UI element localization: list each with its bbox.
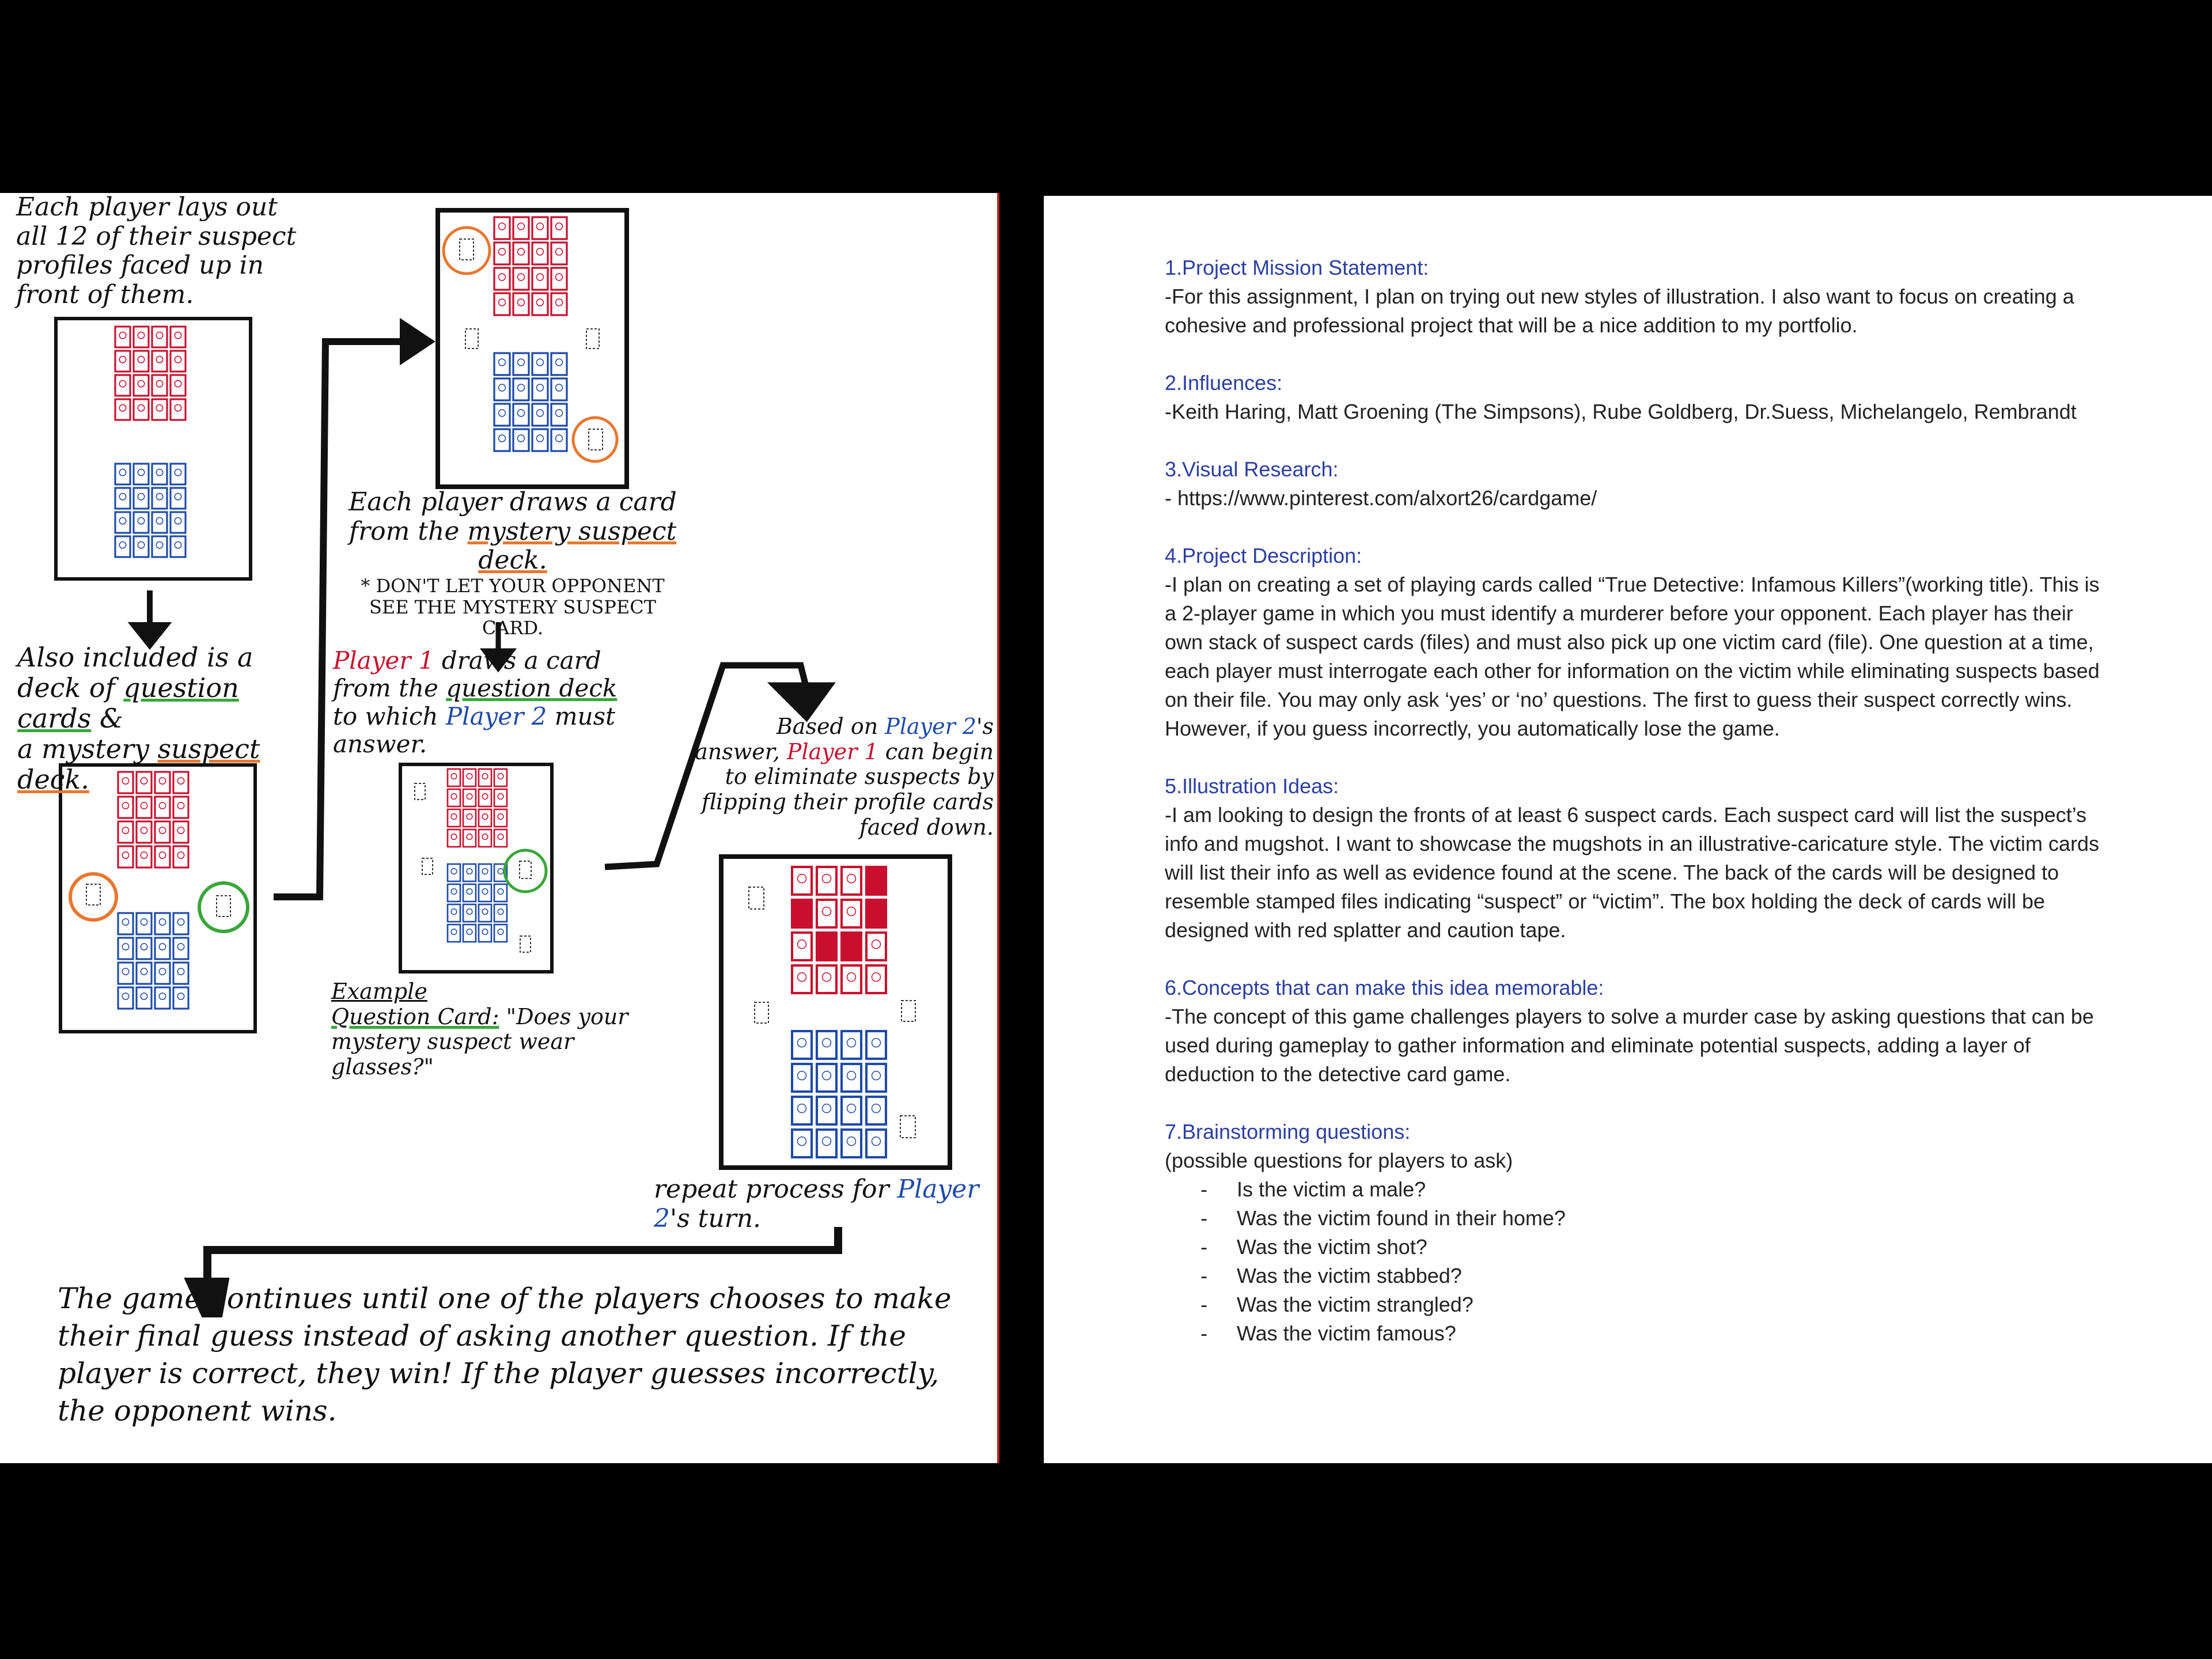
suspect-card-red: [551, 268, 567, 290]
suspect-card-red: [513, 243, 529, 264]
step-draw-line1: Each player draws a card: [349, 487, 677, 517]
suspect-card-blue: [792, 1097, 812, 1124]
suspect-card-blue: [513, 353, 529, 375]
board-question-draw: [400, 764, 552, 972]
suspect-card-blue: [792, 1130, 812, 1157]
section-description: [1165, 541, 2109, 743]
step-decks-text: Also included is a deck of question cards & a mystery suspect deck.: [17, 642, 260, 795]
suspect-card-blue: [513, 429, 529, 451]
suspect-card-red: [817, 900, 836, 927]
suspect-card-red: [137, 846, 151, 868]
opponent-warning: * DON'T LET YOUR OPPONENT SEE THE MYSTERY SUSPECT CARD.: [361, 574, 665, 639]
suspect-card-red: [115, 351, 130, 372]
suspect-card-blue: [448, 925, 460, 942]
suspect-card-red: [155, 821, 170, 843]
repeat-text: repeat process for Player 2's turn.: [654, 1175, 979, 1233]
suspect-card-red: [532, 217, 548, 239]
list-item: - Was the victim famous?: [1165, 1319, 2109, 1348]
suspect-card-blue: [494, 353, 510, 375]
suspect-card-red: [494, 789, 507, 806]
suspect-card-blue: [134, 464, 149, 484]
section-illustration-ideas: [1165, 772, 2109, 945]
suspect-card-red: [866, 965, 886, 993]
player1-label: Player 1: [333, 646, 434, 675]
suspect-card-blue: [494, 404, 510, 426]
suspect-card-red: [479, 809, 491, 827]
suspect-card-red: [842, 900, 861, 927]
example-question-text: "Does your mystery suspect wear glasses?": [331, 1003, 628, 1080]
section-heading: 6.Concepts that can make this idea memorable:: [1165, 976, 1604, 999]
suspect-card-blue: [463, 864, 476, 881]
suspect-card-blue: [817, 1097, 836, 1124]
mystery-card: [589, 429, 603, 450]
suspect-card-blue: [842, 1064, 861, 1092]
suspect-card-blue: [792, 1064, 812, 1092]
suspect-card-blue: [532, 378, 548, 400]
section-brainstorming: [1165, 1118, 2109, 1348]
suspect-card-red: [171, 327, 185, 347]
suspect-card-red: [118, 797, 133, 818]
deck-card: [749, 887, 764, 909]
suspect-card-red: [463, 789, 476, 806]
suspect-card-red: [448, 830, 460, 847]
deck-card: [900, 1116, 915, 1138]
suspect-card-red: [152, 375, 167, 396]
suspect-card-blue: [494, 925, 507, 942]
suspect-card-blue: [792, 1031, 812, 1059]
suspect-card-red: [792, 867, 812, 895]
suspect-card-blue: [137, 913, 151, 934]
suspect-card-red: [551, 217, 567, 239]
board-mystery-draw: [438, 210, 627, 487]
suspect-card-red: [532, 268, 548, 290]
suspect-card-red: [134, 375, 149, 396]
suspect-card-blue: [173, 963, 188, 984]
suspect-card-blue: [134, 512, 149, 533]
suspect-card-blue: [817, 1130, 836, 1157]
section-heading: 1.Project Mission Statement:: [1165, 256, 1429, 279]
question-list: [1165, 1175, 2109, 1348]
deck-card: [755, 1002, 768, 1023]
suspect-card-blue: [155, 938, 170, 959]
suspect-card-blue: [173, 913, 188, 934]
suspect-card-blue: [171, 512, 185, 533]
suspect-card-red: [134, 399, 149, 420]
step-layout-text: Each player lays out all 12 of their suspect profiles faced up in front of them.: [16, 192, 297, 309]
suspect-card-red: [448, 809, 460, 827]
section-body: -I am looking to design the fronts of at least 6 suspect cards. Each suspect card will list the suspect’s info and mugshot. I want to showcase the mugshots in an illustrative-caricature style. The victim cards will list their info as well as evidence found at the scene. The back of the cards will be designed to resemble stamped files indicating “suspect” or “victim”. The box holding the deck of cards will be designed with red splatter and caution tape.: [1165, 803, 2100, 942]
suspect-card-blue: [137, 963, 151, 984]
arrow-down-1: [134, 590, 166, 645]
suspect-card-red: [134, 351, 149, 372]
step-eliminate-text: Based on Player 2's answer, Player 1 can begin to eliminate suspects by flipping their profile cards faced down.: [695, 714, 994, 840]
suspect-card-blue: [152, 536, 167, 557]
suspect-card-red: [792, 933, 812, 960]
project-brief: [1165, 253, 2109, 1377]
suspect-card-blue: [479, 904, 491, 922]
rules-sketch-page: [0, 193, 999, 1463]
suspect-card-red: [134, 327, 149, 347]
suspect-card-blue: [155, 913, 170, 934]
suspect-card-red: [513, 217, 529, 239]
suspect-card-red: [494, 217, 510, 239]
suspect-card-blue: [118, 938, 133, 959]
step-draw-line2: from the mystery suspect deck.: [349, 516, 677, 575]
deck-card: [415, 783, 425, 800]
suspect-card-blue: [118, 963, 133, 984]
section-body: -For this assignment, I plan on trying out new styles of illustration. I also want to focus on creating a cohesive and professional project that will be a nice addition to my portfolio.: [1165, 285, 2074, 337]
project-brief-page: [1044, 196, 2212, 1463]
suspect-card-red: [513, 293, 529, 315]
suspect-card-blue: [532, 404, 548, 426]
mystery-card: [460, 239, 474, 260]
suspect-card-red: [448, 789, 460, 806]
suspect-card-red: [866, 900, 886, 927]
section-heading: 3.Visual Research:: [1165, 457, 1339, 481]
suspect-card-blue: [171, 488, 185, 509]
suspect-card-blue: [118, 987, 133, 1009]
suspect-card-red: [118, 846, 133, 868]
list-item: - Was the victim strangled?: [1165, 1290, 2109, 1319]
suspect-card-red: [463, 809, 476, 827]
suspect-card-blue: [173, 987, 188, 1009]
suspect-card-red: [118, 821, 133, 843]
suspect-card-red: [173, 846, 188, 868]
section-body: -The concept of this game challenges players to solve a murder case by asking questions that can be used during gameplay to gather information and eliminate potential suspects, adding a layer of deduction to the detective card game.: [1165, 1005, 2094, 1086]
suspect-card-blue: [532, 353, 548, 375]
suspect-card-blue: [115, 488, 130, 509]
suspect-card-red: [494, 769, 507, 786]
suspect-card-blue: [137, 987, 151, 1009]
suspect-card-red: [817, 933, 836, 960]
section-heading: 2.Influences:: [1165, 371, 1283, 395]
suspect-card-red: [137, 821, 151, 843]
suspect-card-blue: [866, 1064, 886, 1092]
suspect-card-blue: [115, 512, 130, 533]
section-body: - https://www.pinterest.com/alxort26/cardgame/: [1165, 486, 1597, 510]
suspect-card-blue: [513, 404, 529, 426]
list-item: - Was the victim shot?: [1165, 1233, 2109, 1262]
suspect-card-red: [866, 933, 886, 960]
suspect-card-blue: [463, 925, 476, 942]
suspect-card-red: [494, 830, 507, 847]
section-influences: [1165, 369, 2109, 426]
suspect-card-blue: [494, 378, 510, 400]
final-rule-text: The game continues until one of the players chooses to make their final guess instead of asking another question. If the player is correct, they win! If the player guesses incorrectly, the opponent wins.: [58, 1282, 952, 1427]
suspect-card-blue: [842, 1130, 861, 1157]
suspect-card-blue: [152, 512, 167, 533]
suspect-card-blue: [463, 884, 476, 902]
section-visual-research: [1165, 455, 2109, 513]
suspect-deck-card: [86, 884, 100, 905]
suspect-card-blue: [463, 904, 476, 922]
suspect-card-red: [171, 375, 185, 396]
suspect-deck-term: suspect deck.: [17, 733, 260, 795]
suspect-card-blue: [494, 429, 510, 451]
suspect-card-blue: [866, 1031, 886, 1059]
suspect-card-red: [532, 243, 548, 264]
suspect-card-blue: [479, 925, 491, 942]
deck-card: [520, 936, 531, 952]
suspect-card-red: [494, 809, 507, 827]
suspect-card-red: [532, 293, 548, 315]
suspect-card-red: [171, 351, 185, 372]
deck-card: [422, 858, 433, 874]
suspect-card-red: [842, 933, 861, 960]
step-draw-mystery: [346, 488, 680, 639]
suspect-card-red: [494, 243, 510, 264]
suspect-card-blue: [137, 938, 151, 959]
suspect-card-blue: [115, 536, 130, 557]
suspect-card-blue: [134, 536, 149, 557]
question-deck-term: question deck: [446, 674, 618, 703]
mystery-card: [586, 329, 599, 349]
list-item: - Was the victim stabbed?: [1165, 1262, 2109, 1290]
mystery-suspect-deck-term: mystery suspect deck.: [467, 516, 677, 575]
step-question-text: Player 1 draws a card from the question deck to which Player 2 must answer.: [333, 646, 618, 758]
section-heading: 4.Project Description:: [1165, 544, 1362, 567]
section-mission: [1165, 253, 2109, 340]
suspect-card-blue: [842, 1031, 861, 1059]
suspect-card-red: [173, 821, 188, 843]
suspect-card-red: [479, 769, 491, 786]
example-question: Example Question Card: "Does your mystery suspect wear glasses?": [331, 979, 654, 1080]
section-heading: 7.Brainstorming questions:: [1165, 1120, 1411, 1143]
suspect-card-blue: [448, 884, 460, 902]
suspect-card-red: [494, 268, 510, 290]
suspect-card-red: [152, 327, 167, 347]
deck-card: [902, 1001, 915, 1021]
suspect-card-blue: [115, 464, 130, 484]
suspect-card-blue: [173, 938, 188, 959]
suspect-card-blue: [171, 464, 185, 484]
suspect-card-red: [551, 243, 567, 264]
suspect-card-blue: [551, 378, 567, 400]
suspect-card-red: [842, 867, 861, 895]
suspect-card-red: [817, 867, 836, 895]
section-body: (possible questions for players to ask): [1165, 1149, 1513, 1172]
suspect-card-red: [155, 846, 170, 868]
suspect-card-red: [479, 830, 491, 847]
suspect-card-blue: [494, 904, 507, 922]
suspect-card-blue: [155, 987, 170, 1009]
suspect-card-blue: [152, 464, 167, 484]
player2-label: Player 2: [445, 702, 547, 730]
suspect-card-red: [115, 375, 130, 396]
suspect-card-blue: [448, 864, 460, 881]
mystery-card: [465, 329, 478, 349]
suspect-card-blue: [866, 1097, 886, 1124]
suspect-card-red: [551, 293, 567, 315]
suspect-card-red: [792, 965, 812, 993]
suspect-card-blue: [118, 913, 133, 934]
list-item: - Was the victim found in their home?: [1165, 1204, 2109, 1233]
suspect-card-red: [817, 965, 836, 993]
suspect-card-red: [513, 268, 529, 290]
suspect-card-blue: [513, 378, 529, 400]
suspect-card-red: [171, 399, 185, 420]
suspect-card-blue: [448, 904, 460, 922]
suspect-card-red: [173, 797, 188, 818]
suspect-card-red: [152, 351, 167, 372]
suspect-card-blue: [479, 884, 491, 902]
suspect-card-blue: [551, 353, 567, 375]
suspect-card-red: [155, 797, 170, 818]
suspect-card-blue: [842, 1097, 861, 1124]
suspect-card-red: [866, 867, 886, 895]
suspect-card-blue: [532, 429, 548, 451]
suspect-card-red: [463, 769, 476, 786]
suspect-card-red: [842, 965, 861, 993]
suspect-card-red: [494, 293, 510, 315]
question-cards-term: question cards: [17, 672, 239, 734]
suspect-card-blue: [171, 536, 185, 557]
suspect-card-blue: [551, 429, 567, 451]
suspect-card-blue: [155, 963, 170, 984]
suspect-card-blue: [479, 864, 491, 881]
question-deck-card: [217, 896, 230, 916]
list-item: - Is the victim a male?: [1165, 1175, 2109, 1204]
suspect-card-blue: [152, 488, 167, 509]
section-concepts: [1165, 974, 2109, 1089]
suspect-card-red: [792, 900, 812, 927]
suspect-card-red: [448, 769, 460, 786]
board-eliminate: [721, 857, 950, 1168]
suspect-card-red: [463, 830, 476, 847]
section-heading: 5.Illustration Ideas:: [1165, 774, 1339, 798]
board-setup: [56, 319, 251, 579]
section-body: -Keith Haring, Matt Groening (The Simpsons), Rube Goldberg, Dr.Suess, Michelangelo, Rembrandt: [1165, 400, 2077, 423]
suspect-card-red: [115, 327, 130, 347]
suspect-card-blue: [817, 1031, 836, 1059]
suspect-card-blue: [551, 404, 567, 426]
board-with-decks: [60, 765, 255, 1032]
suspect-card-blue: [866, 1130, 886, 1157]
suspect-card-red: [152, 399, 167, 420]
question-card: [520, 861, 531, 878]
suspect-card-blue: [134, 488, 149, 509]
suspect-card-blue: [817, 1064, 836, 1092]
suspect-card-red: [115, 399, 130, 420]
suspect-card-red: [137, 797, 151, 818]
example-title: Example: [331, 979, 427, 1004]
suspect-card-red: [479, 789, 491, 806]
suspect-card-blue: [494, 884, 507, 902]
section-body: -I plan on creating a set of playing cards called “True Detective: Infamous Killers”(working title). This is a 2-player game in which you must identify a murderer before your opponent. Each player has their own stack of suspect cards (files) and must also pick up one victim card (file). One question at a time, each player must interrogate each other for information on the victim while eliminating suspects based on their file. You may only ask ‘yes’ or ‘no’ questions. The first to guess their suspect correctly wins. However, if you guess incorrectly, you automatically lose the game.: [1165, 573, 2100, 740]
